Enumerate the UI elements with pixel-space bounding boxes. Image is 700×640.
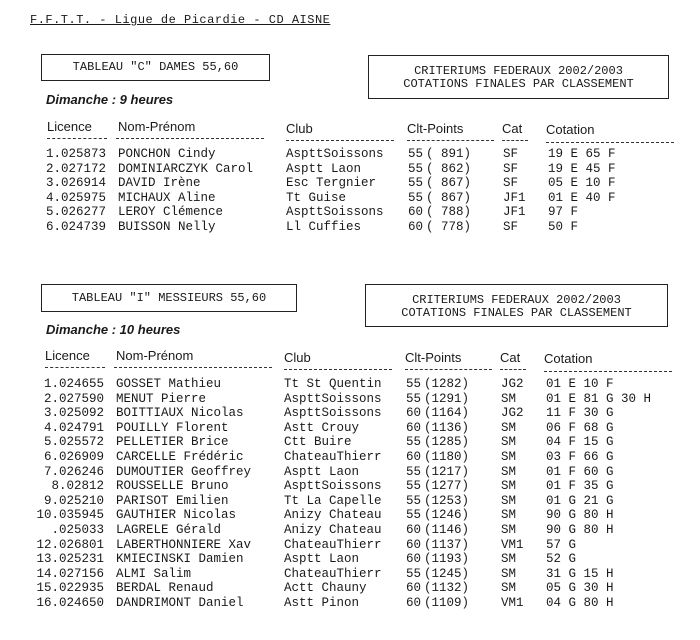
cell-nom: LEROY Clémence: [118, 205, 224, 219]
cell-pts: (1180): [424, 450, 470, 464]
cell-pts: ( 778): [426, 219, 472, 234]
cell-clt: 60: [406, 523, 422, 537]
cell-club: Asptt Laon: [286, 161, 362, 176]
cell-cotation: 57 G: [546, 537, 577, 552]
cell-nom: LAGRELE Gérald: [116, 523, 222, 537]
cell-cotation: 01 F 60 G: [546, 464, 614, 479]
criteria-line-1: CRITERIUMS FEDERAUX 2002/2003: [414, 64, 623, 78]
cell-nom: PARISOT Emilien: [116, 493, 229, 508]
cell-clt: 55: [408, 190, 424, 205]
header-divider: [45, 367, 105, 368]
cell-cotation: 97 F: [548, 205, 579, 219]
criteria-line-2: COTATIONS FINALES PAR CLASSEMENT: [401, 306, 632, 320]
cell-cat: JF1: [503, 205, 526, 219]
cell-licence: 3.025092: [43, 406, 104, 421]
col-nom: Nom-Prénom: [118, 119, 196, 134]
cell-cat: SM: [501, 450, 517, 464]
cell-licence: 6.026909: [43, 450, 104, 464]
document-header: F.F.T.T. - Ligue de Picardie - CD AISNE: [30, 13, 331, 27]
cell-licence: 1.024655: [43, 377, 104, 391]
header-divider: [284, 369, 392, 370]
cell-cat: SF: [503, 219, 519, 234]
col-cat: Cat: [500, 350, 521, 365]
cell-club: Ll Cuffies: [286, 219, 362, 234]
cell-cotation: 31 G 15 H: [546, 566, 614, 581]
cell-cat: SF: [503, 161, 519, 176]
col-club: Club: [284, 350, 311, 365]
cell-licence: 10.035945: [36, 508, 104, 523]
cell-nom: GAUTHIER Nicolas: [116, 508, 237, 523]
table-row: [0, 147, 700, 162]
cell-cotation: 05 E 10 F: [548, 176, 616, 190]
cell-pts: (1136): [424, 420, 470, 435]
table-row: [0, 465, 700, 480]
cell-licence: 7.026246: [43, 464, 104, 479]
cell-nom: BERDAL Renaud: [116, 581, 214, 596]
cell-clt: 55: [406, 435, 422, 450]
header-divider: [500, 369, 526, 370]
cell-club: AspttSoissons: [284, 479, 382, 494]
cell-club: Tt Guise: [286, 190, 347, 205]
table-row: [0, 581, 700, 596]
cell-club: AspttSoissons: [284, 406, 382, 421]
tableau-title: TABLEAU "I" MESSIEURS 55,60: [71, 290, 267, 305]
cell-pts: ( 862): [426, 161, 472, 176]
col-cotation: Cotation: [546, 122, 595, 137]
cell-clt: 55: [406, 391, 422, 406]
cell-nom: DUMOUTIER Geoffrey: [116, 464, 252, 479]
cell-licence: 5.025572: [43, 435, 104, 450]
cell-clt: 60: [408, 219, 424, 234]
table-row: [0, 567, 700, 582]
cell-club: Astt Crouy: [284, 420, 360, 435]
col-nom: Nom-Prénom: [116, 348, 194, 363]
tableau-box: [41, 54, 270, 81]
cell-cotation: 52 G: [546, 552, 577, 567]
cell-pts: ( 867): [426, 176, 472, 190]
cell-club: Asptt Laon: [284, 464, 360, 479]
cell-nom: DAVID Irène: [118, 176, 201, 190]
cell-cat: SM: [501, 581, 517, 596]
col-licence: Licence: [45, 348, 90, 363]
col-cotation: Cotation: [544, 351, 593, 366]
cell-pts: ( 891): [426, 147, 472, 161]
cell-clt: 60: [406, 537, 422, 552]
cell-club: ChateauThierr: [284, 450, 382, 464]
cell-cat: SM: [501, 523, 517, 537]
header-divider: [114, 367, 272, 368]
cell-cotation: 03 F 66 G: [546, 450, 614, 464]
cell-licence: 14.027156: [36, 566, 104, 581]
cell-club: ChateauThierr: [284, 537, 382, 552]
cell-licence: .025033: [51, 523, 104, 537]
cell-club: Esc Tergnier: [286, 176, 377, 190]
cell-nom: POUILLY Florent: [116, 420, 229, 435]
header-divider: [116, 138, 264, 139]
schedule-label: Dimanche : 9 heures: [46, 92, 174, 107]
cell-licence: 1.025873: [45, 147, 106, 161]
cell-club: AspttSoissons: [284, 391, 382, 406]
cell-cat: SM: [501, 464, 517, 479]
cell-pts: (1246): [424, 508, 470, 523]
cell-licence: 2.027590: [43, 391, 104, 406]
table-row: [0, 508, 700, 523]
cell-cat: SM: [501, 566, 517, 581]
table-row: [0, 523, 700, 538]
cell-licence: 6.024739: [45, 219, 106, 234]
cell-club: Asptt Laon: [284, 552, 360, 567]
cell-pts: (1217): [424, 464, 470, 479]
cell-club: Anizy Chateau: [284, 523, 382, 537]
table-row: [0, 377, 700, 392]
cell-licence: 12.026801: [36, 537, 104, 552]
cell-club: AspttSoissons: [286, 147, 384, 161]
cell-cotation: 05 G 30 H: [546, 581, 614, 596]
cell-pts: (1137): [424, 537, 470, 552]
table-row: [0, 450, 700, 465]
cell-club: Tt La Capelle: [284, 493, 382, 508]
cell-cotation: 04 G 80 H: [546, 596, 614, 610]
cell-cat: SM: [501, 552, 517, 567]
cell-cat: JG2: [501, 377, 524, 391]
cell-cat: SF: [503, 147, 519, 161]
criteria-box: [368, 55, 669, 99]
cell-cat: VM1: [501, 537, 524, 552]
cell-nom: ROUSSELLE Bruno: [116, 479, 229, 494]
cell-nom: DANDRIMONT Daniel: [116, 596, 244, 610]
table-row: [0, 220, 700, 235]
cell-pts: (1285): [424, 435, 470, 450]
tableau-box: [41, 284, 297, 312]
cell-nom: BUISSON Nelly: [118, 219, 216, 234]
col-club: Club: [286, 121, 313, 136]
cell-clt: 55: [408, 161, 424, 176]
cell-cotation: 90 G 80 H: [546, 508, 614, 523]
cell-clt: 60: [406, 450, 422, 464]
cell-licence: 5.026277: [45, 205, 106, 219]
tableau-title: TABLEAU "C" DAMES 55,60: [72, 60, 239, 74]
cell-clt: 60: [406, 406, 422, 421]
cell-clt: 60: [408, 205, 424, 219]
cell-cat: JF1: [503, 190, 526, 205]
cell-cat: SM: [501, 391, 517, 406]
cell-cotation: 01 E 40 F: [548, 190, 616, 205]
cell-club: Ctt Buire: [284, 435, 352, 450]
cell-cat: SM: [501, 420, 517, 435]
cell-licence: 2.027172: [45, 161, 106, 176]
cell-cat: SM: [501, 479, 517, 494]
cell-cotation: 11 F 30 G: [546, 406, 614, 421]
cell-pts: (1253): [424, 493, 470, 508]
cell-clt: 55: [408, 176, 424, 190]
cell-nom: KMIECINSKI Damien: [116, 552, 244, 567]
col-clt: Clt-Points: [407, 121, 464, 136]
col-cat: Cat: [502, 121, 523, 136]
cell-clt: 55: [406, 464, 422, 479]
table-row: [0, 538, 700, 553]
cell-clt: 55: [406, 493, 422, 508]
cell-nom: GOSSET Mathieu: [116, 377, 222, 391]
header-divider: [407, 140, 494, 141]
cell-licence: 13.025231: [36, 552, 104, 567]
table-row: [0, 435, 700, 450]
cell-pts: (1277): [424, 479, 470, 494]
table-row: [0, 552, 700, 567]
cell-clt: 55: [406, 508, 422, 523]
cell-cat: SM: [501, 435, 517, 450]
col-licence: Licence: [47, 119, 92, 134]
cell-cotation: 01 F 35 G: [546, 479, 614, 494]
table-row: [0, 494, 700, 509]
cell-cotation: 19 E 45 F: [548, 161, 616, 176]
cell-pts: (1109): [424, 596, 470, 610]
cell-cotation: 90 G 80 H: [546, 523, 614, 537]
header-divider: [405, 369, 492, 370]
cell-pts: (1291): [424, 391, 470, 406]
table-row: [0, 162, 700, 177]
cell-cotation: 01 E 81 G 30 H: [546, 391, 652, 406]
col-clt: Clt-Points: [405, 350, 462, 365]
cell-club: Astt Pinon: [284, 596, 360, 610]
header-divider: [546, 142, 674, 143]
cell-cotation: 50 F: [548, 219, 579, 234]
cell-clt: 55: [406, 479, 422, 494]
cell-club: Tt St Quentin: [284, 377, 382, 391]
cell-nom: DOMINIARCZYK Carol: [118, 161, 254, 176]
cell-licence: 3.026914: [45, 176, 106, 190]
table-row: [0, 406, 700, 421]
header-divider: [47, 138, 107, 139]
cell-pts: (1245): [424, 566, 470, 581]
cell-pts: (1146): [424, 523, 470, 537]
cell-nom: BOITTIAUX Nicolas: [116, 406, 244, 421]
criteria-box: [365, 284, 668, 327]
cell-nom: MENUT Pierre: [116, 391, 207, 406]
cell-clt: 60: [406, 552, 422, 567]
criteria-line-1: CRITERIUMS FEDERAUX 2002/2003: [412, 293, 621, 307]
cell-cat: SM: [501, 508, 517, 523]
cell-licence: 8.02812: [51, 479, 104, 494]
schedule-label: Dimanche : 10 heures: [46, 322, 181, 337]
cell-cat: SM: [501, 493, 517, 508]
cell-clt: 55: [406, 377, 422, 391]
cell-pts: (1164): [424, 406, 470, 421]
cell-licence: 4.024791: [43, 420, 104, 435]
cell-clt: 55: [406, 566, 422, 581]
cell-cotation: 04 F 15 G: [546, 435, 614, 450]
table-row: [0, 392, 700, 407]
cell-nom: ALMI Salim: [116, 566, 192, 581]
cell-pts: (1193): [424, 552, 470, 567]
table-row: [0, 479, 700, 494]
table-row: [0, 421, 700, 436]
cell-club: AspttSoissons: [286, 205, 384, 219]
table-row: [0, 191, 700, 206]
cell-clt: 60: [406, 581, 422, 596]
cell-nom: CARCELLE Frédéric: [116, 450, 244, 464]
cell-clt: 60: [406, 596, 422, 610]
cell-cotation: 06 F 68 G: [546, 420, 614, 435]
cell-club: Anizy Chateau: [284, 508, 382, 523]
cell-licence: 15.022935: [36, 581, 104, 596]
cell-nom: PELLETIER Brice: [116, 435, 229, 450]
header-divider: [286, 140, 394, 141]
cell-cat: VM1: [501, 596, 524, 610]
table-row: [0, 205, 700, 220]
header-divider: [502, 140, 528, 141]
cell-clt: 60: [406, 420, 422, 435]
cell-nom: PONCHON Cindy: [118, 147, 216, 161]
cell-nom: LABERTHONNIERE Xav: [116, 537, 252, 552]
cell-pts: ( 788): [426, 205, 472, 219]
cell-clt: 55: [408, 147, 424, 161]
table-row: [0, 176, 700, 191]
cell-licence: 16.024650: [36, 596, 104, 610]
cell-club: ChateauThierr: [284, 566, 382, 581]
cell-cat: JG2: [501, 406, 524, 421]
table-row: [0, 596, 700, 611]
cell-licence: 9.025210: [43, 493, 104, 508]
cell-nom: MICHAUX Aline: [118, 190, 216, 205]
cell-cotation: 01 E 10 F: [546, 377, 614, 391]
criteria-line-2: COTATIONS FINALES PAR CLASSEMENT: [403, 77, 634, 91]
cell-cotation: 19 E 65 F: [548, 147, 616, 161]
cell-pts: (1282): [424, 377, 470, 391]
cell-pts: ( 867): [426, 190, 472, 205]
cell-licence: 4.025975: [45, 190, 106, 205]
cell-cotation: 01 G 21 G: [546, 493, 614, 508]
cell-cat: SF: [503, 176, 519, 190]
cell-pts: (1132): [424, 581, 470, 596]
cell-club: Actt Chauny: [284, 581, 367, 596]
header-divider: [544, 371, 672, 372]
